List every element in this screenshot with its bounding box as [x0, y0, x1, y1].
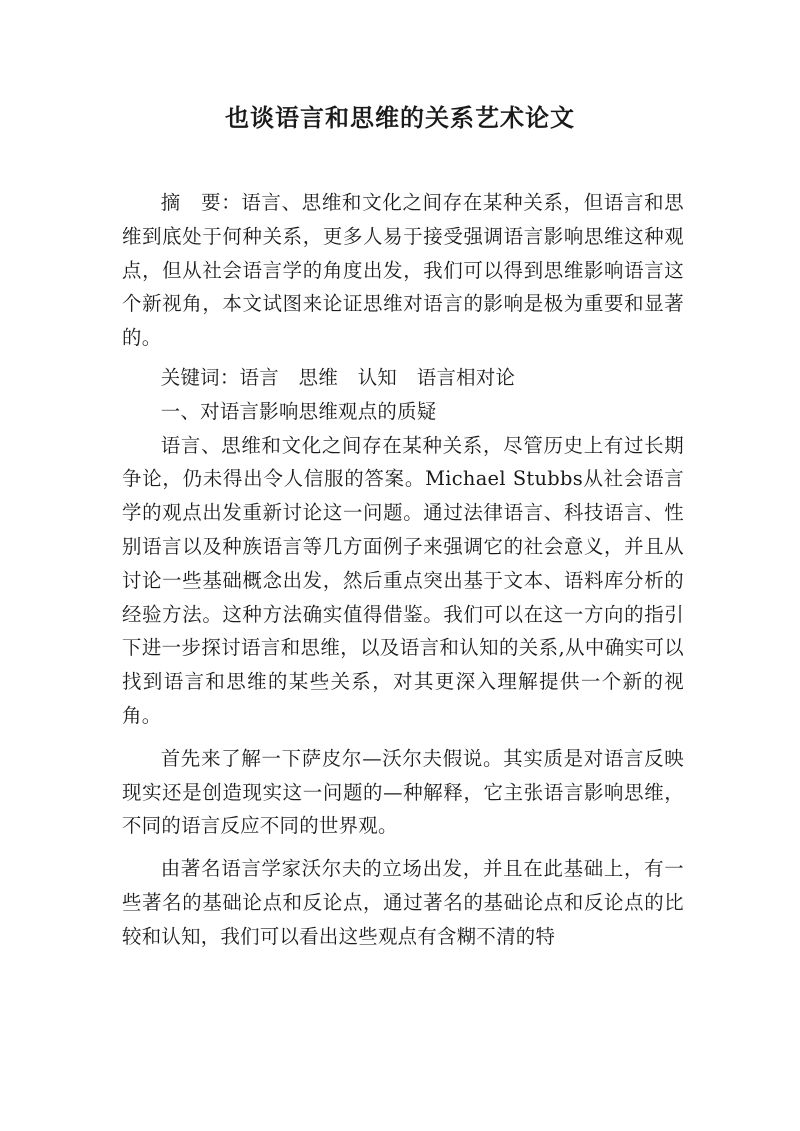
- document-title: 也谈语言和思维的关系艺术论文: [225, 103, 575, 132]
- section-heading: 一、对语言影响思维观点的质疑: [160, 399, 437, 423]
- abstract-paragraph: 摘 要：语言、思维和文化之间存在某种关系，但语言和思维到底处于何种关系，更多人易于接受强调语言影响思维这种观点，但从社会语言学的角度出发，我们可以得到思维影响语言这个新视角，本文试图来论证思维对语言的影响是极为重要和显著的。: [122, 191, 684, 350]
- document-body: [122, 186, 684, 954]
- keywords-line: 关键词：语言 思维 认知 语言相对论: [160, 365, 516, 389]
- body-paragraph-1: 语言、思维和文化之间存在某种关系，尽管历史上有过长期争论，仍未得出令人信服的答案。Michael Stubbs从社会语言学的观点出发重新讨论这一问题。通过法律语言、科技语言、性别语言以及种族语言等几方面例子来强调它的社会意义，并且从讨论一些基础概念出发，然后重点突出基于文本、语料库分析的经验方法。这种方法确实值得借鉴。我们可以在这一方向的指引下进一步探讨语言和思维，以及语言和认知的关系,从中确实可以找到语言和思维的某些关系，对其更深入理解提供一个新的视角。: [122, 433, 684, 727]
- body-paragraph-2: 首先来了解一下萨皮尔—沃尔夫假说。其实质是对语言反映现实还是创造现实这一问题的—种解释，它主张语言影响思维，不同的语言反应不同的世界观。: [122, 746, 684, 838]
- body-paragraph-3: 由著名语言学家沃尔夫的立场出发，并且在此基础上，有一些著名的基础论点和反论点，通过著名的基础论点和反论点的比较和认知，我们可以看出这些观点有含糊不清的特: [122, 857, 684, 948]
